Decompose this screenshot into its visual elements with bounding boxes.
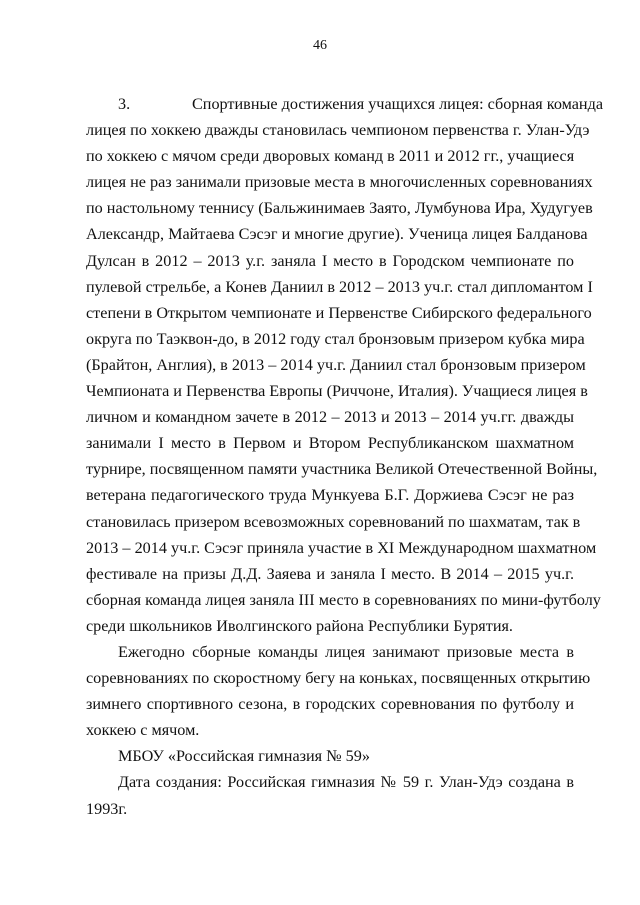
paragraph-line: лицея по хоккею дважды становилась чемпионом первенства г. Улан-Удэ	[86, 121, 590, 140]
paragraph-line: Ежегодно сборные команды лицея занимают призовые места в	[118, 642, 574, 661]
paragraph-annual-competitions	[86, 639, 591, 743]
list-number: 3.	[118, 95, 131, 113]
section-heading: МБОУ «Российская гимназия № 59»	[118, 747, 370, 766]
paragraph-line: Спортивные достижения учащихся лицея: сборная команда	[192, 95, 604, 113]
paragraph-line: становилась призером всевозможных соревнований по шахматам, так в	[86, 512, 581, 531]
paragraph-line: Дулсан в 2012 – 2013 у.г. заняла I место в Городском чемпионате по	[86, 251, 574, 270]
section-heading-gymnasium	[86, 743, 574, 769]
paragraph-creation-date	[86, 769, 574, 821]
paragraph-line: степени в Открытом чемпионате и Первенстве Сибирского федерального	[86, 303, 592, 322]
paragraph-line: соревнованиях по скоростному бегу на коньках, посвященных открытию	[86, 669, 591, 688]
paragraph-line: по настольному теннису (Бальжинимаев Заято, Лумбунова Ира, Худугуев	[86, 199, 593, 218]
paragraph-first-line	[86, 91, 604, 117]
paragraph-line: хоккею с мячом.	[86, 721, 200, 740]
paragraph-line: турнире, посвященном памяти участника Великой Отечественной Войны,	[86, 460, 598, 479]
paragraph-line: Чемпионата и Первенства Европы (Риччоне, Италия). Учащиеся лицея в	[86, 382, 588, 401]
paragraph-line: личном и командном зачете в 2012 – 2013 и 2013 – 2014 уч.гг. дважды	[86, 408, 574, 427]
paragraph-line: 2013 – 2014 уч.г. Сэсэг приняла участие в XI Международном шахматном	[86, 538, 597, 557]
paragraph-line: ветерана педагогического труда Мункуева Б.Г. Доржиева Сэсэг не раз	[86, 486, 574, 505]
paragraph-line: пулевой стрельбе, а Конев Даниил в 2012 – 2013 уч.г. стал дипломантом I	[86, 277, 593, 296]
paragraph-line: зимнего спортивного сезона, в городских соревнования по футболу и	[86, 695, 574, 714]
paragraph-line: сборная команда лицея заняла III место в соревнованиях по мини-футболу	[86, 590, 601, 609]
paragraph-sports-achievements	[86, 91, 604, 639]
page-number: 46	[313, 38, 327, 53]
paragraph-line: Дата создания: Российская гимназия № 59 г. Улан-Удэ создана в	[118, 773, 574, 792]
paragraph-line: (Брайтон, Англия), в 2013 – 2014 уч.г. Даниил стал бронзовым призером	[86, 355, 586, 374]
document-body	[86, 91, 604, 822]
paragraph-line: Александр, Майтаева Сэсэг и многие другие). Ученица лицея Балданова	[86, 225, 588, 244]
paragraph-line: 1993г.	[86, 799, 128, 818]
paragraph-line: занимали I место в Первом и Втором Республиканском шахматном	[86, 434, 574, 453]
paragraph-line: среди школьников Иволгинского района Республики Бурятия.	[86, 616, 513, 635]
paragraph-line: округа по Таэквон-до, в 2012 году стал бронзовым призером кубка мира	[86, 329, 585, 348]
paragraph-line: лицея не раз занимали призовые места в многочисленных соревнованиях	[86, 173, 593, 192]
paragraph-line: по хоккею с мячом среди дворовых команд в 2011 и 2012 гг., учащиеся	[86, 147, 575, 166]
paragraph-line: фестивале на призы Д.Д. Заяева и заняла I место. В 2014 – 2015 уч.г.	[86, 564, 574, 583]
